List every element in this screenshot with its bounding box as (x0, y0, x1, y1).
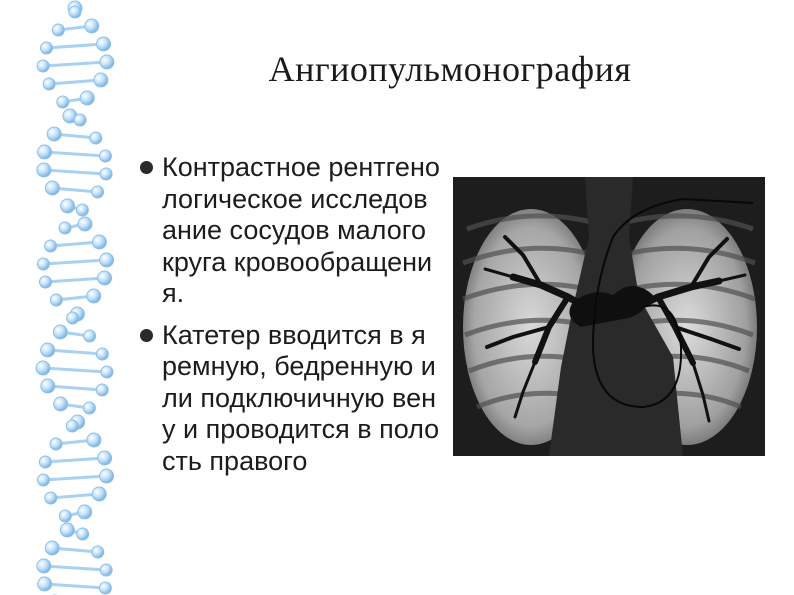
bullet-list (140, 152, 440, 487)
bullet-dot-icon (140, 161, 153, 174)
angiopulmonography-xray-image (453, 177, 765, 456)
bullet-dot-icon (140, 329, 153, 342)
bullet-item (140, 152, 440, 310)
bullet-text: Катетер вводится в яремную, бедренную или подключичную вену и проводится в полость правого (162, 319, 440, 476)
slide-title: Ангиопульмонография (268, 49, 632, 89)
bullet-text: Контрастное рентгенологическое исследование сосудов малого круга кровообращения. (162, 152, 440, 308)
bullet-item (140, 320, 440, 478)
dna-helix-icon (0, 0, 140, 595)
